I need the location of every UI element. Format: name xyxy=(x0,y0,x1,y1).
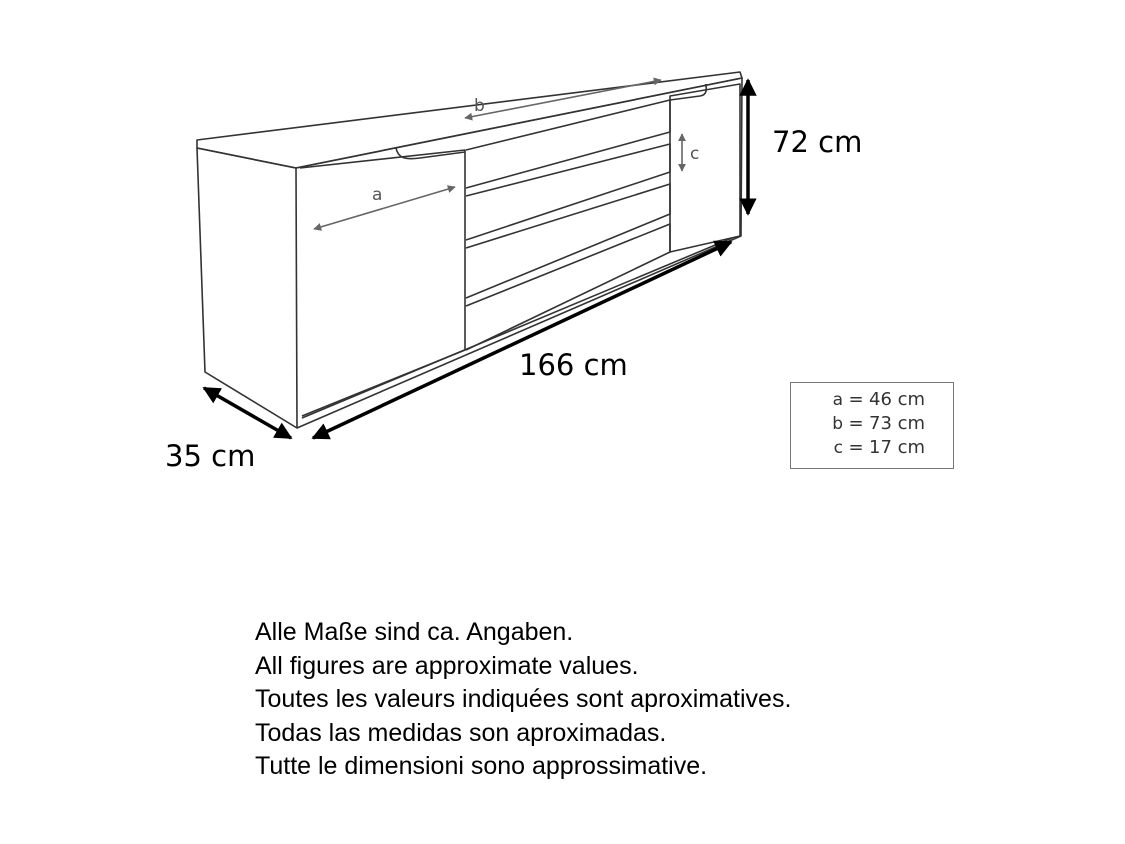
note-french: Toutes les valeurs indiquées sont aproximatives. xyxy=(255,685,792,713)
width-label: 166 cm xyxy=(519,348,628,382)
right-door xyxy=(670,84,740,252)
legend-equals: = xyxy=(848,389,864,410)
note-english: All figures are approximate values. xyxy=(255,651,639,680)
legend-row-a xyxy=(791,389,953,413)
dim-a-letter: a xyxy=(372,185,383,205)
legend-key: b xyxy=(832,414,843,434)
top-surface xyxy=(197,72,742,168)
drawer-2 xyxy=(466,144,670,240)
dim-c-letter: c xyxy=(690,144,700,164)
left-side-panel xyxy=(197,148,297,428)
legend-value: 46 cm xyxy=(869,389,926,410)
drawer-3 xyxy=(466,184,670,298)
note-spanish: Todas las medidas son aproximadas. xyxy=(255,718,667,747)
height-label: 72 cm xyxy=(772,125,863,159)
dim-b-letter: b xyxy=(474,96,485,116)
width-arrow xyxy=(313,242,731,438)
legend-equals: = xyxy=(848,413,864,434)
legend-equals: = xyxy=(848,437,864,458)
depth-label: 35 cm xyxy=(165,439,256,473)
legend-row-b xyxy=(791,413,953,437)
plinth-line xyxy=(302,238,732,418)
dim-a-arrow xyxy=(314,187,455,229)
left-door xyxy=(300,150,465,416)
approximation-notes xyxy=(255,616,791,784)
legend-row-c xyxy=(791,437,953,461)
drawer-4 xyxy=(466,224,670,350)
legend-key: a xyxy=(832,390,843,410)
dimension-legend xyxy=(790,382,954,469)
depth-arrow xyxy=(204,388,291,438)
legend-value: 17 cm xyxy=(869,437,926,458)
sideboard-outline xyxy=(197,72,742,428)
note-italian: Tutte le dimensioni sono approssimative. xyxy=(255,752,708,780)
legend-value: 73 cm xyxy=(869,413,926,434)
note-german: Alle Maße sind ca. Angaben. xyxy=(255,618,574,646)
legend-key: c xyxy=(833,438,843,458)
